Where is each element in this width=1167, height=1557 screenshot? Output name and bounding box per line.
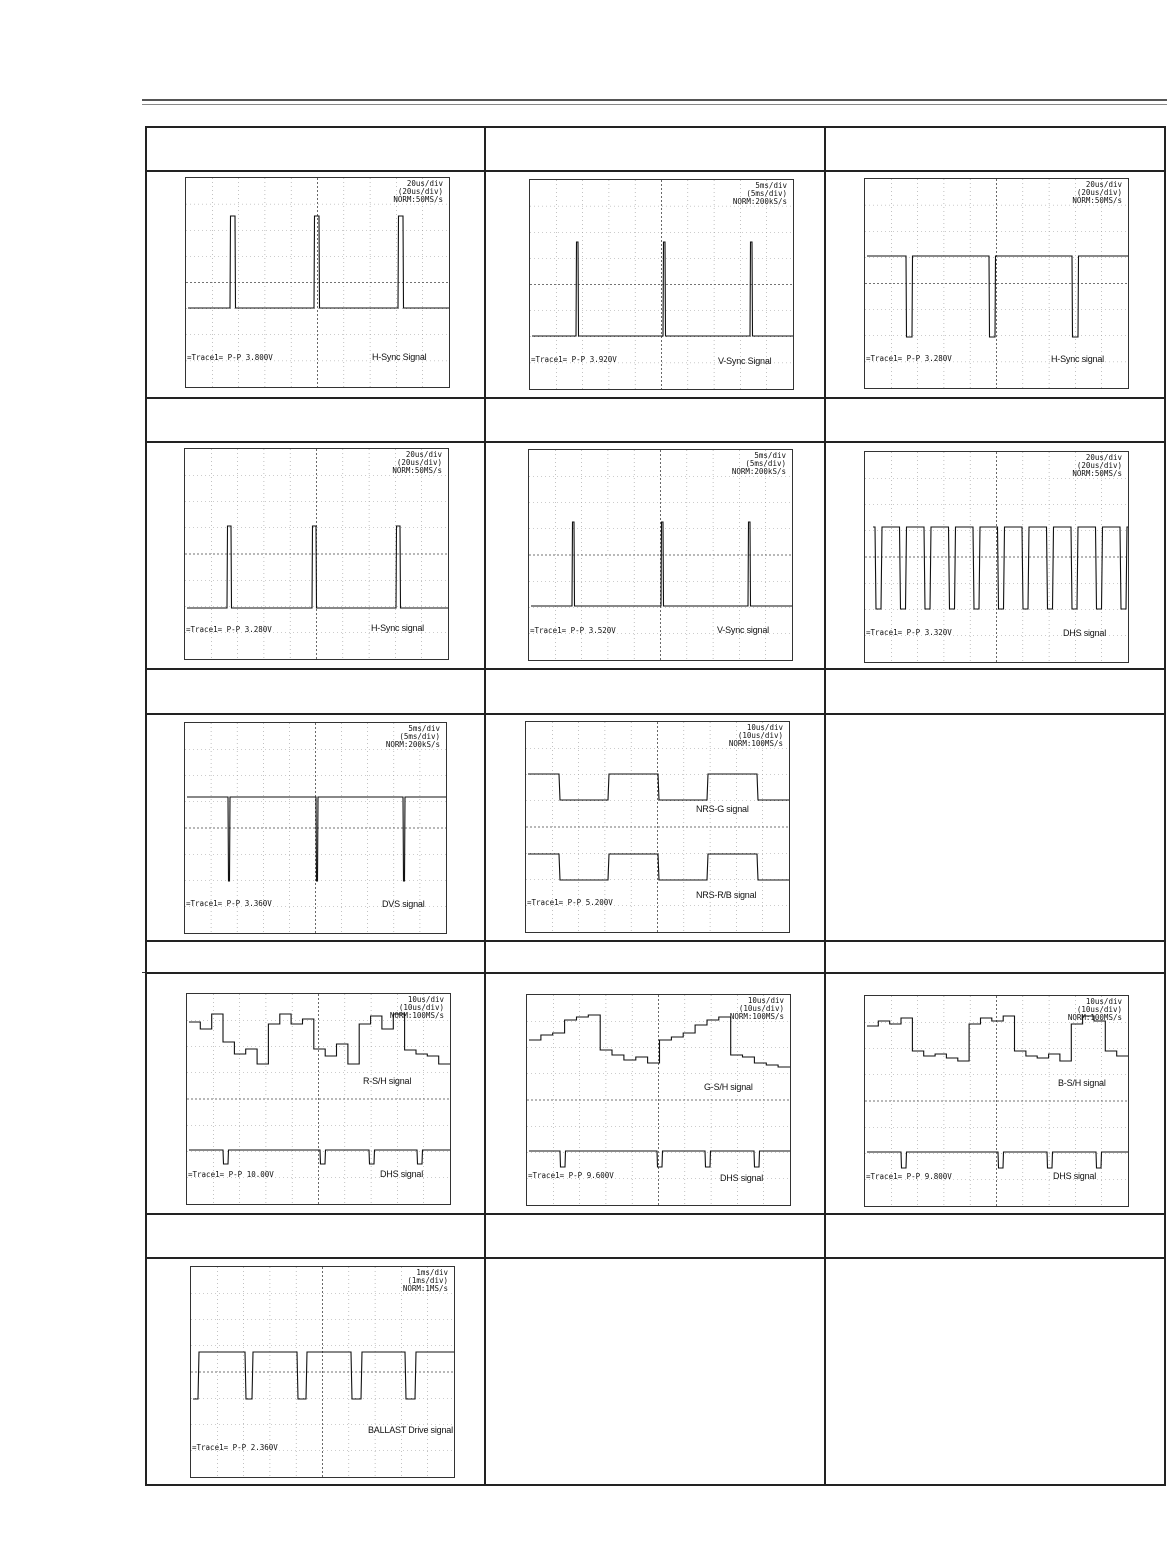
trace-readout: =Trace1= P-P 3.520V xyxy=(530,626,616,635)
trace-readout: =Trace1= P-P 3.920V xyxy=(531,355,617,364)
time-per-div: 5ms/div xyxy=(755,181,787,190)
signal-label: R-S/H signal xyxy=(363,1076,412,1086)
trace-readout: =Trace1= P-P 3.320V xyxy=(866,628,952,637)
signal-label-secondary: NRS-R/B signal xyxy=(696,890,757,900)
scope-panel xyxy=(864,995,1129,1207)
table-row-line xyxy=(145,972,1166,974)
table-row-line xyxy=(145,170,1166,172)
waveform-trace xyxy=(529,1012,790,1067)
sample-rate: NORM:100MS/s xyxy=(1067,1013,1122,1022)
sample-rate: NORM:50MS/s xyxy=(1072,469,1122,478)
signal-label-secondary: DHS signal xyxy=(1053,1171,1097,1181)
table-border-right xyxy=(1164,126,1166,1486)
signal-label: NRS-G signal xyxy=(696,804,749,814)
sample-rate: NORM:100MS/s xyxy=(389,1011,444,1020)
trace-readout: =Trace1= P-P 5.200V xyxy=(527,898,613,907)
signal-label: BALLAST Drive signal xyxy=(368,1425,453,1435)
scope-panel xyxy=(186,993,451,1205)
top-rule xyxy=(142,99,1167,101)
sample-rate: NORM:50MS/s xyxy=(392,466,442,475)
trace-readout: =Trace1= P-P 3.280V xyxy=(186,625,272,634)
waveform-trace xyxy=(187,797,446,881)
table-col-divider-1 xyxy=(484,126,486,1486)
top-rule-thin xyxy=(142,104,1167,105)
waveform-trace xyxy=(531,522,792,606)
time-per-div-setting: (10us/div) xyxy=(398,1003,444,1012)
signal-label-secondary: DHS signal xyxy=(380,1169,424,1179)
signal-label: H-Sync signal xyxy=(371,623,424,633)
time-per-div-setting: (20us/div) xyxy=(396,458,442,467)
scope-panel xyxy=(864,178,1129,389)
scope-panel xyxy=(528,449,793,661)
signal-label: H-Sync signal xyxy=(1051,354,1104,364)
time-per-div: 10us/div xyxy=(746,723,783,732)
trace-readout: =Trace1= P-P 9.600V xyxy=(528,1171,614,1180)
waveform-trace xyxy=(528,774,789,800)
waveform-trace xyxy=(528,854,789,880)
signal-label: G-S/H signal xyxy=(704,1082,753,1092)
sample-rate: NORM:50MS/s xyxy=(393,195,443,204)
signal-label: B-S/H signal xyxy=(1058,1078,1106,1088)
scope-panel xyxy=(526,994,791,1206)
sample-rate: NORM:100MS/s xyxy=(729,1012,784,1021)
time-per-div: 1ms/div xyxy=(416,1268,448,1277)
time-per-div: 10us/div xyxy=(407,995,444,1004)
waveform-trace xyxy=(532,242,793,336)
sample-rate: NORM:200kS/s xyxy=(731,467,786,476)
table-row-line xyxy=(145,940,1166,942)
waveform-trace xyxy=(189,1011,450,1064)
time-per-div: 10us/div xyxy=(747,996,784,1005)
time-per-div-setting: (20us/div) xyxy=(1076,188,1122,197)
waveform-trace xyxy=(867,1013,1128,1061)
scope-panel xyxy=(864,451,1129,663)
time-per-div-setting: (5ms/div) xyxy=(745,459,786,468)
signal-label: H-Sync Signal xyxy=(372,352,427,362)
time-per-div: 5ms/div xyxy=(408,724,440,733)
table-row-line xyxy=(145,1213,1166,1215)
table-row-line xyxy=(145,1257,1166,1259)
table-border-left xyxy=(145,126,147,1486)
time-per-div-setting: (10us/div) xyxy=(738,1004,784,1013)
time-per-div-setting: (10us/div) xyxy=(1076,1005,1122,1014)
trace-readout: =Trace1= P-P 9.800V xyxy=(866,1172,952,1181)
time-per-div-setting: (10us/div) xyxy=(737,731,783,740)
scope-panel xyxy=(529,179,794,390)
scope-panel xyxy=(525,721,790,933)
table-border-bottom xyxy=(145,1484,1166,1486)
sample-rate: NORM:1MS/s xyxy=(402,1284,448,1293)
signal-label-secondary: DHS signal xyxy=(720,1173,764,1183)
table-row-line xyxy=(145,397,1166,399)
signal-label: V-Sync Signal xyxy=(718,356,772,366)
trace-readout: =Trace1= P-P 3.800V xyxy=(187,353,273,362)
trace-readout: =Trace1= P-P 10.00V xyxy=(188,1170,274,1179)
time-per-div: 20us/div xyxy=(1085,180,1122,189)
table-row-line xyxy=(145,668,1166,670)
waveform-trace xyxy=(529,1151,790,1167)
time-per-div: 5ms/div xyxy=(754,451,786,460)
time-per-div: 20us/div xyxy=(1085,453,1122,462)
sample-rate: NORM:200kS/s xyxy=(732,197,787,206)
waveform-trace xyxy=(873,527,1128,609)
trace-readout: =Trace1= P-P 2.360V xyxy=(192,1443,278,1452)
table-row-line xyxy=(145,713,1166,715)
time-per-div: 20us/div xyxy=(405,450,442,459)
waveform-trace xyxy=(188,216,449,308)
table-row-line xyxy=(145,441,1166,443)
signal-label: V-Sync signal xyxy=(717,625,769,635)
waveform-trace xyxy=(193,1352,454,1399)
trace-readout: =Trace1= P-P 3.280V xyxy=(866,354,952,363)
table-row-line xyxy=(145,126,1166,128)
signal-label: DHS signal xyxy=(1063,628,1107,638)
waveform-trace xyxy=(187,526,448,608)
sample-rate: NORM:200kS/s xyxy=(385,740,440,749)
time-per-div-setting: (1ms/div) xyxy=(407,1276,448,1285)
waveform-trace xyxy=(189,1150,450,1164)
time-per-div-setting: (5ms/div) xyxy=(746,189,787,198)
scope-panel xyxy=(190,1266,455,1478)
waveform-trace xyxy=(867,1152,1128,1168)
time-per-div-setting: (5ms/div) xyxy=(399,732,440,741)
scope-panel xyxy=(185,177,450,388)
time-per-div-setting: (20us/div) xyxy=(1076,461,1122,470)
sample-rate: NORM:100MS/s xyxy=(728,739,783,748)
time-per-div: 20us/div xyxy=(406,179,443,188)
time-per-div-setting: (20us/div) xyxy=(397,187,443,196)
waveform-trace xyxy=(867,256,1128,337)
sample-rate: NORM:50MS/s xyxy=(1072,196,1122,205)
table-col-divider-2 xyxy=(824,126,826,1486)
time-per-div: 10us/div xyxy=(1085,997,1122,1006)
scope-panel xyxy=(184,722,447,934)
trace-readout: =Trace1= P-P 3.360V xyxy=(186,899,272,908)
scope-panel xyxy=(184,448,449,660)
signal-label: DVS signal xyxy=(382,899,425,909)
